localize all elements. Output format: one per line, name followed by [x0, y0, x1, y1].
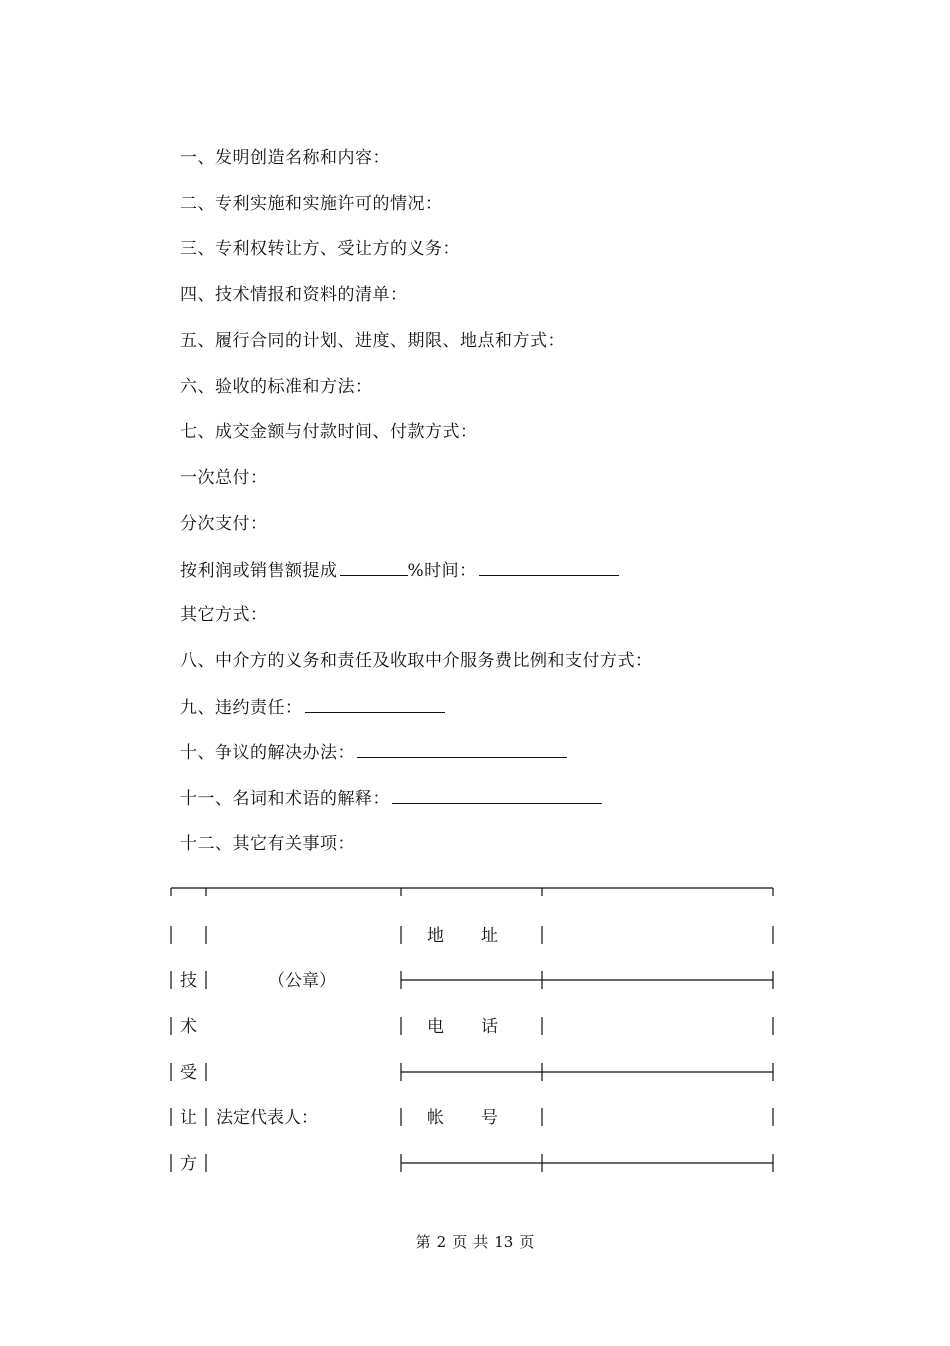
footer-page-word: 页 [452, 1233, 468, 1251]
terms-label: 十一、名词和术语的解释： [180, 789, 390, 809]
footer-suffix: 页 [519, 1233, 535, 1251]
payment-royalty [180, 559, 619, 582]
legal-representative-label: 法定代表人： [216, 1108, 318, 1128]
footer-prefix: 第 [415, 1233, 431, 1251]
section-intermediary: 八、中介方的义务和责任及收取中介服务费比例和支付方式： [180, 651, 653, 671]
payment-other: 其它方式： [180, 605, 268, 625]
official-seal-label: （公章） [268, 971, 336, 991]
terms-blank[interactable] [392, 787, 602, 804]
address-label-char-1: 地 [427, 926, 444, 946]
breach-blank[interactable] [305, 696, 445, 713]
account-label-char-2: 号 [481, 1108, 498, 1128]
section-other-matters: 十二、其它有关事项： [180, 834, 355, 854]
breach-label: 九、违约责任： [180, 698, 303, 718]
section-dispute [180, 741, 567, 764]
footer-total-pages: 13 [494, 1233, 514, 1251]
party-char-3: 受 [180, 1063, 197, 1083]
section-invention-name: 一、发明创造名称和内容： [180, 148, 390, 168]
account-label-char-1: 帐 [427, 1108, 444, 1128]
section-breach [180, 696, 445, 719]
dispute-label: 十、争议的解决办法： [180, 743, 355, 763]
phone-label-char-1: 电 [427, 1017, 444, 1037]
section-tech-info-list: 四、技术情报和资料的清单： [180, 285, 408, 305]
dispute-blank[interactable] [357, 741, 567, 758]
section-party-obligations: 三、专利权转让方、受让方的义务： [180, 239, 460, 259]
party-char-2: 术 [180, 1017, 197, 1037]
party-char-5: 方 [180, 1154, 197, 1174]
page-number-footer [0, 1232, 950, 1252]
payment-lump-sum: 一次总付： [180, 468, 268, 488]
section-acceptance: 六、验收的标准和方法： [180, 377, 373, 397]
footer-current-page: 2 [436, 1233, 447, 1251]
royalty-label: 按利润或销售额提成 [180, 561, 338, 581]
section-performance-plan: 五、履行合同的计划、进度、期限、地点和方式： [180, 331, 565, 351]
royalty-time-label: %时间： [407, 561, 477, 581]
section-payment: 七、成交金额与付款时间、付款方式： [180, 422, 478, 442]
phone-label-char-2: 话 [481, 1017, 498, 1037]
footer-total-word: 共 [473, 1233, 489, 1251]
royalty-percent-blank[interactable] [340, 559, 408, 576]
party-char-1: 技 [180, 971, 197, 991]
payment-installments: 分次支付： [180, 514, 268, 534]
address-label-char-2: 址 [481, 926, 498, 946]
party-char-4: 让 [180, 1108, 197, 1128]
section-terms [180, 787, 602, 810]
royalty-time-blank[interactable] [479, 559, 619, 576]
section-patent-license: 二、专利实施和实施许可的情况： [180, 194, 443, 214]
